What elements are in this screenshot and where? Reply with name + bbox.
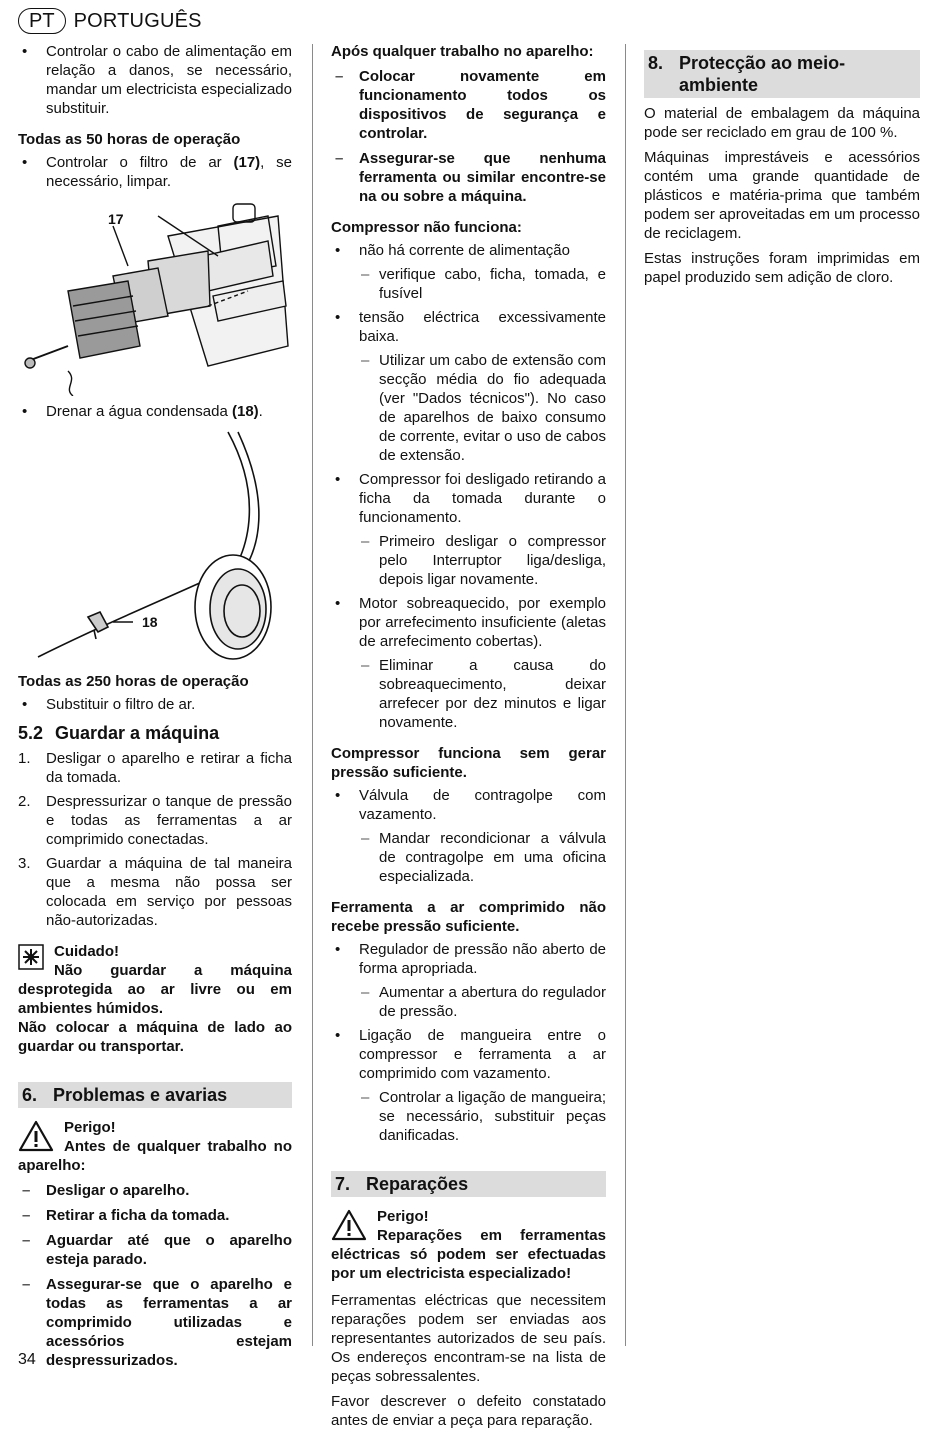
paragraph: Favor descrever o defeito constatado antes de enviar a peça para reparação. <box>331 1393 606 1429</box>
list-item: • tensão eléctrica excessivamente baixa. <box>331 308 606 346</box>
remedy-item: – Aumentar a abertura do regulador de pressão. <box>331 983 606 1021</box>
list-item: – Desligar o aparelho. <box>18 1181 292 1200</box>
remedy-item: – Controlar a ligação de mangueira; se necessário, substituir peças danificadas. <box>331 1088 606 1145</box>
subheading-after-work: Após qualquer trabalho no aparelho: <box>331 43 594 60</box>
section-6-heading: 6. Problemas e avarias <box>18 1082 292 1108</box>
list-item: • não há corrente de alimentação <box>331 241 606 260</box>
column-2 <box>331 42 606 1430</box>
problem-heading: Compressor funciona sem gerar pressão suficiente. <box>331 745 606 781</box>
remedy-item: – Eliminar a causa do sobreaquecimento, deixar arrefecer por dez minutos e ligar novamente. <box>331 656 606 732</box>
column-1 <box>18 42 292 1376</box>
subheading-250h: Todas as 250 horas de operação <box>18 673 249 690</box>
figure-callout: 18 <box>142 614 158 630</box>
page-number: 34 <box>18 1351 36 1368</box>
list-item: • Controlar o filtro de ar (17), se necessário, limpar. <box>18 153 292 191</box>
column-divider <box>625 44 626 1346</box>
list-item: – Assegurar-se que nenhuma ferramenta ou similar encontre-se na ou sobre a máquina. <box>331 149 606 206</box>
list-item: • Ligação de mangueira entre o compressor e ferramenta a ar comprimido com vazamento. <box>331 1026 606 1083</box>
danger-box: Perigo! Reparações em ferramentas eléctricas só podem ser efectuadas por um electricista especializado! <box>331 1208 606 1282</box>
paragraph: O material de embalagem da máquina pode ser reciclado em grau de 100 %. <box>644 105 920 141</box>
caution-box: Cuidado! Não guardar a máquina desprotegida ao ar livre ou em ambientes húmidos. Não colocar a máquina de lado ao guardar ou transportar. <box>18 943 292 1055</box>
list-item: – Aguardar até que o aparelho esteja parado. <box>18 1231 292 1269</box>
warning-triangle-icon <box>331 1209 367 1241</box>
air-filter-illustration <box>18 196 292 396</box>
paragraph: Estas instruções foram imprimidas em papel produzido sem adição de cloro. <box>644 250 920 286</box>
warning-triangle-icon <box>18 1120 54 1152</box>
section-8-heading: 8. Protecção ao meio-ambiente <box>644 50 920 98</box>
list-item: • Compressor foi desligado retirando a ficha da tomada durante o funcionamento. <box>331 470 606 527</box>
list-item: • Válvula de contragolpe com vazamento. <box>331 786 606 824</box>
remedy-item: – verifique cabo, ficha, tomada, e fusível <box>331 265 606 303</box>
problem-heading: Compressor não funciona: <box>331 219 522 236</box>
paragraph: Máquinas imprestáveis e acessórios contém uma grande quantidade de plásticos e matéria-prima que também podem ser aproveitadas em um processo de reciclagem. <box>644 149 920 242</box>
column-3 <box>644 42 920 287</box>
drain-valve-illustration <box>18 427 292 662</box>
language-name: PORTUGUÊS <box>73 9 202 32</box>
list-item: • Regulador de pressão não aberto de forma apropriada. <box>331 940 606 978</box>
list-item: 3. Guardar a máquina de tal maneira que a mesma não possa ser colocada em serviço por pessoas não-autorizadas. <box>18 855 292 929</box>
list-item: 2. Despressurizar o tanque de pressão e todas as ferramentas a ar comprimido conectadas. <box>18 793 292 848</box>
figure-callout: 17 <box>108 211 124 227</box>
list-item: – Assegurar-se que o aparelho e todas as ferramentas a ar comprimido utilizadas e acessórios estejam despressurizados. <box>18 1275 292 1370</box>
list-item: 1. Desligar o aparelho e retirar a ficha da tomada. <box>18 750 292 786</box>
column-divider <box>312 44 313 1346</box>
remedy-item: – Mandar recondicionar a válvula de contragolpe em uma oficina especializada. <box>331 829 606 886</box>
problem-heading: Ferramenta a ar comprimido não recebe pressão suficiente. <box>331 899 606 935</box>
language-badge: PT <box>18 8 66 34</box>
list-item: • Controlar o cabo de alimentação em relação a danos, se necessário, mandar um electricista especializado substituir. <box>18 42 292 118</box>
list-item: • Motor sobreaquecido, por exemplo por arrefecimento insuficiente (aletas de arrefecimento cobertas). <box>331 594 606 651</box>
subheading-50h: Todas as 50 horas de operação <box>18 131 241 148</box>
list-item: – Colocar novamente em funcionamento todos os dispositivos de segurança e controlar. <box>331 67 606 143</box>
remedy-item: – Primeiro desligar o compressor pelo Interruptor liga/desliga, depois ligar novamente. <box>331 532 606 589</box>
list-item: – Retirar a ficha da tomada. <box>18 1206 292 1225</box>
caution-icon <box>18 944 44 970</box>
paragraph: Ferramentas eléctricas que necessitem reparações podem ser enviadas aos representantes autorizados de seu país. Os endereços encontram-se na lista de peças sobressalentes. <box>331 1292 606 1385</box>
section-7-heading: 7. Reparações <box>331 1171 606 1197</box>
list-item: • Substituir o filtro de ar. <box>18 695 292 714</box>
section-5-2-heading: 5.2 Guardar a máquina <box>18 723 220 743</box>
danger-box: Perigo! Antes de qualquer trabalho no aparelho: <box>18 1119 292 1174</box>
list-item: • Drenar a água condensada (18). <box>18 402 292 421</box>
page-header <box>18 8 202 34</box>
remedy-item: – Utilizar um cabo de extensão com secção média do fio adequada (ver "Dados técnicos"). No caso de aparelhos de baixo consumo de corrente, evitar o uso de cabos de extensão. <box>331 351 606 465</box>
